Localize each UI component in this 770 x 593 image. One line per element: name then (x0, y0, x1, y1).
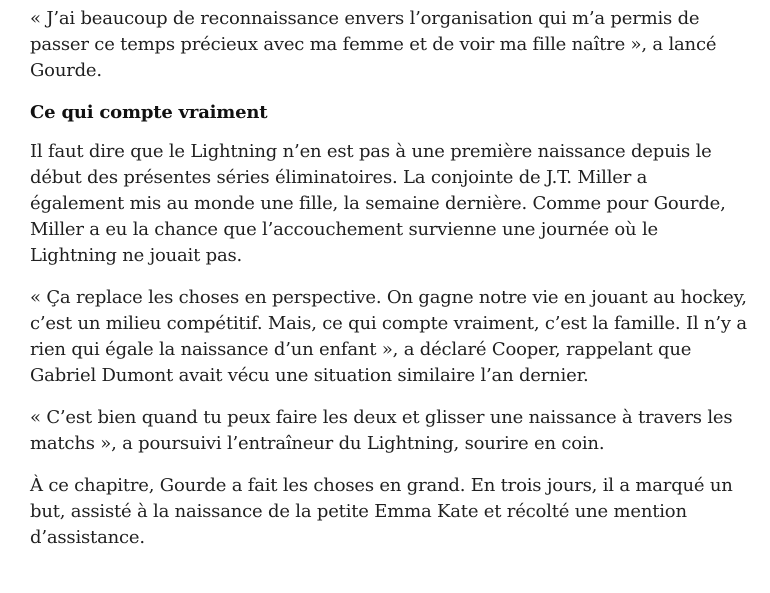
article-body (30, 6, 765, 567)
article-paragraph: « Ça replace les choses en perspective. On gagne notre vie en jouant au hockey, c’est un milieu compétitif. Mais, ce qui compte vraiment, c’est la famille. Il n’y a rien qui égale la naissance d’un enfant », a déclaré Cooper, rappelant que Gabriel Dumont avait vécu une situation similaire l’an dernier. (30, 287, 747, 386)
section-subheading: Ce qui compte vraiment (30, 102, 268, 123)
article-paragraph: « C’est bien quand tu peux faire les deux et glisser une naissance à travers les matchs », a poursuivi l’entraîneur du Lightning, sourire en coin. (30, 407, 733, 454)
article-paragraph: « J’ai beaucoup de reconnaissance envers l’organisation qui m’a permis de passer ce temps précieux avec ma femme et de voir ma fille naître », a lancé Gourde. (30, 8, 717, 81)
article-paragraph: À ce chapitre, Gourde a fait les choses en grand. En trois jours, il a marqué un but, assisté à la naissance de la petite Emma Kate et récolté une mention d’assistance. (30, 475, 733, 548)
article-paragraph: Il faut dire que le Lightning n’en est pas à une première naissance depuis le début des présentes séries éliminatoires. La conjointe de J.T. Miller a également mis au monde une fille, la semaine dernière. Comme pour Gourde, Miller a eu la chance que l’accouchement survienne une journée où le Lightning ne jouait pas. (30, 141, 726, 266)
